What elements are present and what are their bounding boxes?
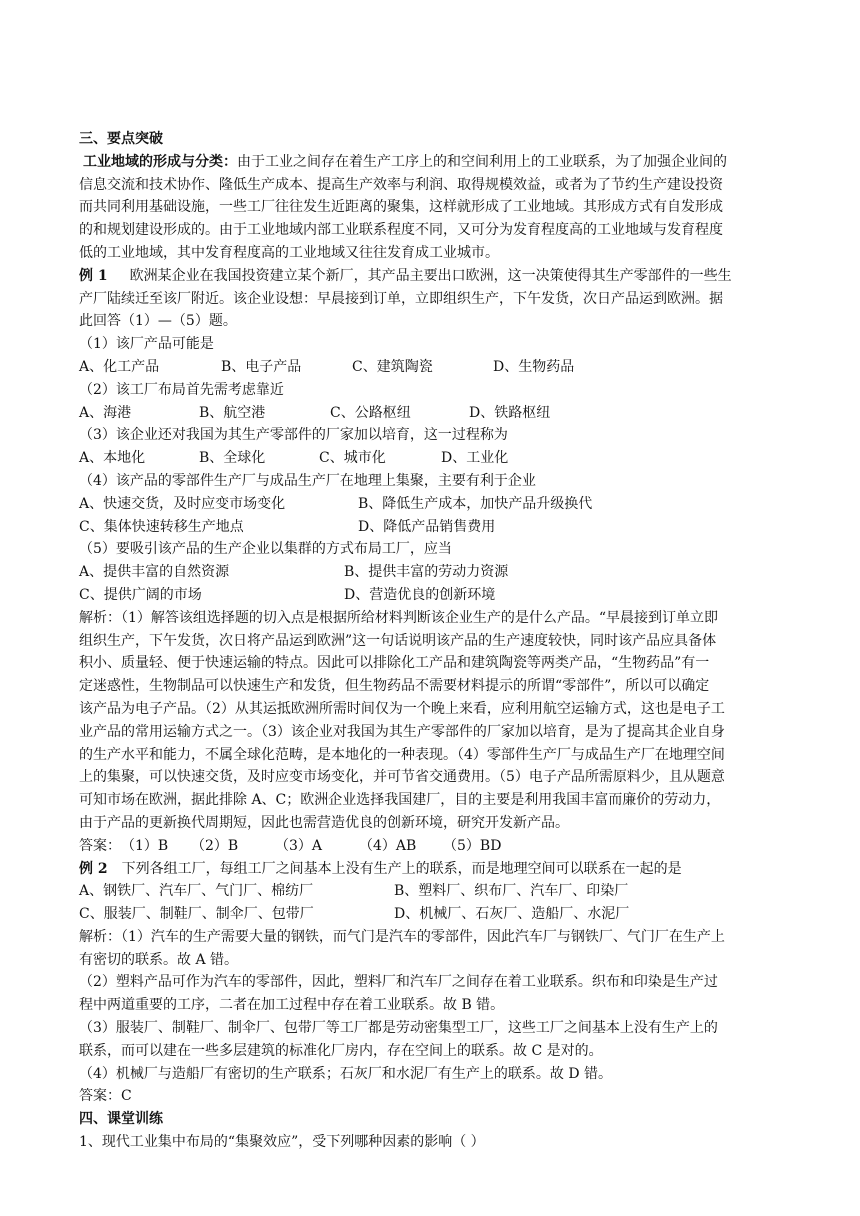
section-heading-3: 三、要点突破 <box>79 131 163 147</box>
question-2-options <box>79 402 779 425</box>
example1-analysis-line: 该产品为电子产品。（2）从其运抵欧洲所需时间仅为一个晚上来看，应利用航空运输方式，这也是电子工 <box>79 700 725 717</box>
option: B、全球化 <box>199 450 266 467</box>
option: D、营造优良的创新环境 <box>344 586 496 603</box>
option: D、工业化 <box>441 450 509 467</box>
question-4-options-cd <box>79 516 779 539</box>
example1-analysis-line: 的生产水平和能力，不属全球化范畴，是本地化的一种表现。（4）零部件生产厂与成品生产厂在地理空间 <box>79 746 725 763</box>
option: A、本地化 <box>79 450 146 467</box>
option: D、机械厂、石灰厂、造船厂、水泥厂 <box>394 906 630 923</box>
question-5-options-ab <box>79 561 779 584</box>
question-4: （4）该产品的零部件生产厂与成品生产厂在地理上集聚，主要有利于企业 <box>79 472 536 489</box>
example2-analysis-line: 解析：（1）汽车的生产需要大量的钢铁，而气门是汽车的零部件，因此汽车厂与钢铁厂、气门厂在生产上 <box>79 928 725 945</box>
option: A、化工产品 <box>79 358 160 375</box>
example1-analysis-line: 解析：（1）解答该组选择题的切入点是根据所给材料判断该企业生产的是什么产品。“早晨接到订单立即 <box>79 609 719 626</box>
intro-line-2: 信息交流和技术协作、隆低生产成本、提高生产效率与利润、取得规模效益，或者为了节约生产建设投资 <box>79 176 723 193</box>
answer-item: C <box>121 1088 132 1105</box>
option: C、城市化 <box>319 450 386 467</box>
option: B、降低生产成本，加快产品升级换代 <box>358 495 593 512</box>
intro-line-3: 而共同利用基础设施，一些工厂往往发生近距离的聚集，这样就形成了工业地域。其形成方式有自发形成 <box>79 199 723 216</box>
example2-analysis-line: （2）塑料产品可作为汽车的零部件，因此，塑料厂和汽车厂之间存在着工业联系。织布和印染是生产过 <box>79 974 718 991</box>
example1-answer <box>79 835 779 858</box>
question-1: （1）该厂产品可能是 <box>79 336 214 353</box>
option: D、降低产品销售费用 <box>358 518 496 535</box>
answer-item: （3）A <box>275 837 323 854</box>
option: B、航空港 <box>199 404 266 421</box>
example2-stem: 下列各组工厂，每组工厂之间基本上没有生产上的联系，而是地理空间可以联系在一起的是 <box>121 860 682 877</box>
option: B、电子产品 <box>221 358 302 375</box>
example2-label: 例 2 <box>79 860 108 877</box>
example1-analysis-line: 上的集聚，可以快速交货，及时应变市场变化，并可节省交通费用。（5）电子产品所需原料少，且从题意 <box>79 769 725 786</box>
intro-text: 由于工业之间存在着生产工序上的和空间利用上的工业联系，为了加强企业间的 <box>237 153 727 170</box>
training-question-1: 1、现代工业集中布局的“集聚效应”，受下列哪种因素的影响（ ） <box>79 1134 485 1151</box>
example1-stem-line-1 <box>79 265 779 288</box>
answer-item: （4）AB <box>359 837 417 854</box>
question-5: （5）要吸引该产品的生产企业以集群的方式布局工厂，应当 <box>79 541 452 558</box>
answer-item: （1）B <box>121 837 169 854</box>
question-2: （2）该工厂布局首先需考虑靠近 <box>79 381 284 398</box>
example2-answer <box>79 1085 779 1108</box>
answer-item: （2）B <box>191 837 239 854</box>
example1-stem-line-2: 产厂陆续迁至该厂附近。该企业设想：早晨接到订单，立即组织生产，下午发货，次日产品运到欧洲。据 <box>79 290 723 307</box>
example1-analysis-line: 可知市场在欧洲，据此排除 A、C；欧洲企业选择我国建厂，目的主要是利用我国丰富而廉价的劳动力， <box>79 792 721 809</box>
option: A、快速交货，及时应变市场变化 <box>79 495 286 512</box>
section-heading-4: 四、课堂训练 <box>79 1111 163 1128</box>
question-1-options <box>79 356 779 379</box>
example2-options-ab <box>79 880 779 903</box>
intro-line-1 <box>79 151 779 174</box>
answer-label: 答案： <box>79 837 121 854</box>
option: D、铁路枢纽 <box>469 404 551 421</box>
option: A、海港 <box>79 404 132 421</box>
example2-analysis-line: 程中两道重要的工序，二者在加工过程中存在着工业联系。故 B 错。 <box>79 997 505 1014</box>
option: B、提供丰富的劳动力资源 <box>344 564 509 581</box>
example1-analysis-line: 组织生产，下午发货，次日将产品运到欧洲”这一句话说明该产品的生产速度较快，同时该产品应具备体 <box>79 632 717 649</box>
example1-analysis-line: 业产品的常用运输方式之一。（3）该企业对我国为其生产零部件的厂家加以培育，是为了提高其企业自身 <box>79 723 725 740</box>
term-label: 工业地域的形成与分类： <box>83 153 237 170</box>
option: D、生物药品 <box>493 358 575 375</box>
answer-item: （5）BD <box>443 837 502 854</box>
example2-analysis-line: （4）机械厂与造船厂有密切的生产联系；石灰厂和水泥厂有生产上的联系。故 D 错。 <box>79 1065 613 1082</box>
example2-stem-line <box>79 858 779 881</box>
answer-label: 答案： <box>79 1088 121 1105</box>
example2-options-cd <box>79 903 779 926</box>
example2-analysis-line: 联系，而可以建在一些多层建筑的标准化厂房内，存在空间上的联系。故 C 是对的。 <box>79 1042 603 1059</box>
option: C、公路枢纽 <box>330 404 411 421</box>
option: A、钢铁厂、汽车厂、气门厂、棉纺厂 <box>79 883 314 900</box>
option: C、服装厂、制鞋厂、制伞厂、包带厂 <box>79 906 314 923</box>
example1-label: 例 1 <box>79 267 108 284</box>
example2-analysis-line: 有密切的联系。故 A 错。 <box>79 951 239 968</box>
example1-stem: 欧洲某企业在我国投资建立某个新厂，其产品主要出口欧洲，这一决策使得其生产零部件的一些生 <box>129 267 732 284</box>
example1-analysis-line: 由于产品的更新换代周期短，因此也需营造优良的创新环境，研究开发新产品。 <box>79 814 569 831</box>
question-3-options <box>79 447 779 470</box>
question-3: （3）该企业还对我国为其生产零部件的厂家加以培育，这一过程称为 <box>79 427 508 444</box>
intro-line-4: 的和规划建设形成的。由于工业地域内部工业联系程度不同，又可分为发育程度高的工业地域与发育程度 <box>79 222 723 239</box>
option: C、建筑陶瓷 <box>352 358 433 375</box>
option: A、提供丰富的自然资源 <box>79 564 230 581</box>
option: B、塑料厂、织布厂、汽车厂、印染厂 <box>394 883 629 900</box>
intro-line-5: 低的工业地域，其中发育程度高的工业地域又往往发育成工业城市。 <box>79 244 499 261</box>
question-5-options-cd <box>79 584 779 607</box>
example1-analysis-line: 积小、质量轻、便于快速运输的特点。因此可以排除化工产品和建筑陶瓷等两类产品，“生物药品”有一 <box>79 655 710 672</box>
example1-analysis-line: 定迷惑性，生物制品可以快速生产和发货，但生物药品不需要材料提示的所谓“零部件”，所以可以确定 <box>79 678 710 695</box>
option: C、集体快速转移生产地点 <box>79 518 244 535</box>
example1-stem-line-3: 此回答（1）—（5）题。 <box>79 313 237 330</box>
option: C、提供广阔的市场 <box>79 586 202 603</box>
question-4-options-ab <box>79 493 779 516</box>
example2-analysis-line: （3）服装厂、制鞋厂、制伞厂、包带厂等工厂都是劳动密集型工厂，这些工厂之间基本上没有生产上的 <box>79 1020 718 1037</box>
document-body <box>79 128 779 1154</box>
